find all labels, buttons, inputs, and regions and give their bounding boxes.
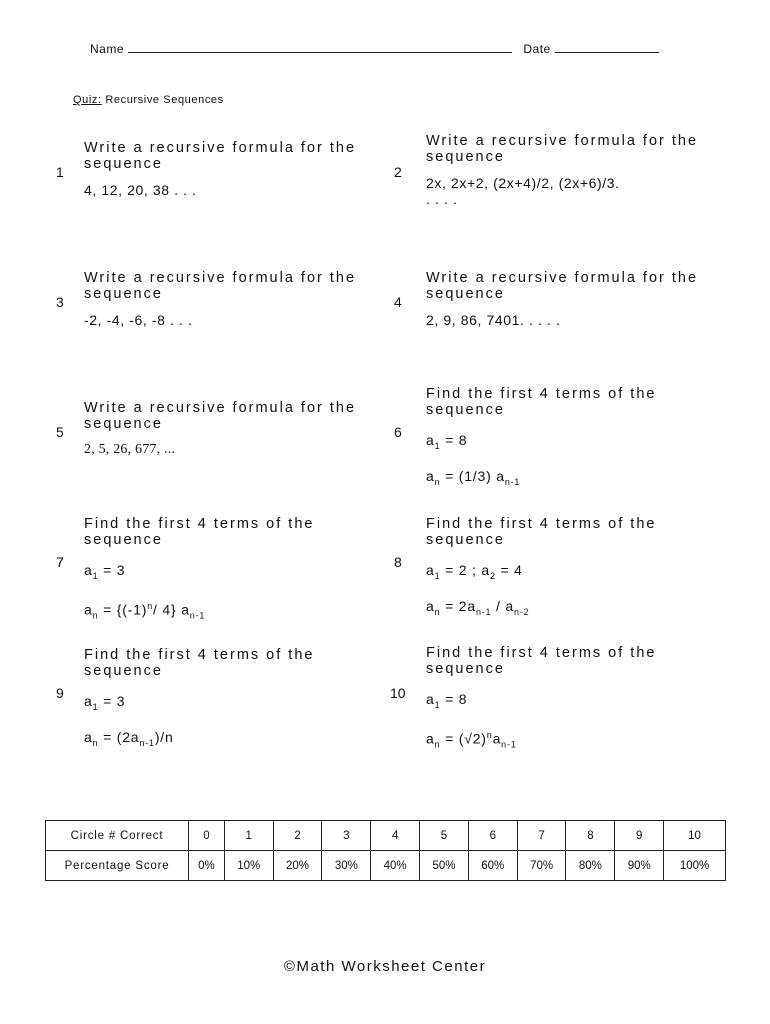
table-cell: 20% [273,851,322,881]
problem-number: 2 [394,164,402,180]
problem-number: 9 [56,685,64,701]
quiz-title [73,94,224,106]
table-cell[interactable]: 1 [224,821,273,851]
table-cell[interactable]: 5 [420,821,469,851]
problem-text: Find the first 4 terms of the sequence [426,645,657,677]
table-cell[interactable]: 6 [468,821,517,851]
table-cell: 70% [517,851,566,881]
table-cell: 30% [322,851,371,881]
date-label: Date [523,42,551,56]
problem-4 [394,270,701,328]
problem-5 [56,400,374,458]
table-cell: 10% [224,851,273,881]
footer-copyright: ©Math Worksheet Center [283,958,487,975]
problem-3 [56,270,374,328]
score-table [45,820,726,881]
problem-text: Find the first 4 terms of the sequence [426,386,657,418]
date-field[interactable] [555,42,659,53]
equation-an: $a_n = \{(-1)^n/$ 4} $a_{n-1}$ [84,600,206,621]
table-cell[interactable]: 10 [664,821,726,851]
name-label: Name [90,42,125,56]
table-cell: 80% [566,851,615,881]
table-cell[interactable]: 2 [273,821,322,851]
problem-sequence: 2, 9, 86, 7401. . . . . [426,312,561,328]
problem-10 [390,645,701,752]
problem-text: Write a recursive formula for the sequence [426,270,699,302]
equation-an: $a_n = (1/3)$ $a_{n-1}$ [426,467,521,487]
equation-a1: $a_1 = 8$ [426,432,468,451]
problem-sequence: 2, 5, 26, 677, ... [84,442,176,457]
problem-sequence: 4, 12, 20, 38 . . . [84,182,197,198]
quiz-label: Quiz: [73,94,102,106]
table-cell[interactable]: 7 [517,821,566,851]
quiz-name: Recursive Sequences [105,94,224,106]
row-label: Circle # Correct [46,821,189,851]
problem-text: Write a recursive formula for the sequence [84,270,357,302]
equation-an: $a_n = 2a_{n-1} / a_{n-2}$ [426,597,530,617]
table-cell[interactable]: 0 [189,821,225,851]
problem-number: 4 [394,294,402,310]
equation-a1: $a_1 = 8$ [426,691,468,710]
problem-9 [56,647,374,751]
problem-sequence: -2, -4, -6, -8 . . . [84,312,193,328]
problem-number: 7 [56,554,64,570]
problem-number: 6 [394,424,402,440]
equation-an: $a_n = (2a_{n-1})/n$ [84,728,174,748]
problem-number: 5 [56,424,64,440]
table-cell[interactable]: 8 [566,821,615,851]
problem-text: Find the first 4 terms of the sequence [84,647,315,679]
problem-number: 10 [390,685,406,701]
problem-7 [56,516,374,623]
equation-an: $a_n = (√2)^na_{n-1}$ [426,729,517,750]
problem-text: Find the first 4 terms of the sequence [426,516,657,548]
problem-number: 1 [56,164,64,180]
row-label: Percentage Score [46,851,189,881]
problem-number: 3 [56,294,64,310]
problem-text: Find the first 4 terms of the sequence [84,516,315,548]
problem-1 [56,140,374,198]
table-cell[interactable]: 4 [371,821,420,851]
problem-text: Write a recursive formula for the sequence [426,133,699,165]
table-cell: 100% [664,851,726,881]
problem-sequence: 2x, 2x+2, (2x+4)/2, (2x+6)/3. . . . . [426,175,620,207]
problem-6 [394,386,701,490]
table-cell: 50% [420,851,469,881]
table-row-correct [46,821,726,851]
table-cell: 60% [468,851,517,881]
equation-a1: $a_1 = 2$ ; $a_2 = 4$ [426,562,523,581]
table-cell: 90% [615,851,664,881]
problem-8 [394,516,701,620]
problem-number: 8 [394,554,402,570]
problem-text: Write a recursive formula for the sequence [84,400,357,432]
table-cell: 0% [189,851,225,881]
table-row-percentage [46,851,726,881]
table-cell: 40% [371,851,420,881]
equation-a1: $a_1 = 3$ [84,693,126,712]
header [90,42,659,56]
table-cell[interactable]: 3 [322,821,371,851]
problem-2 [394,133,701,207]
table-cell[interactable]: 9 [615,821,664,851]
problem-text: Write a recursive formula for the sequence [84,140,357,172]
name-field[interactable] [128,42,512,53]
equation-a1: $a_1 = 3$ [84,562,126,581]
